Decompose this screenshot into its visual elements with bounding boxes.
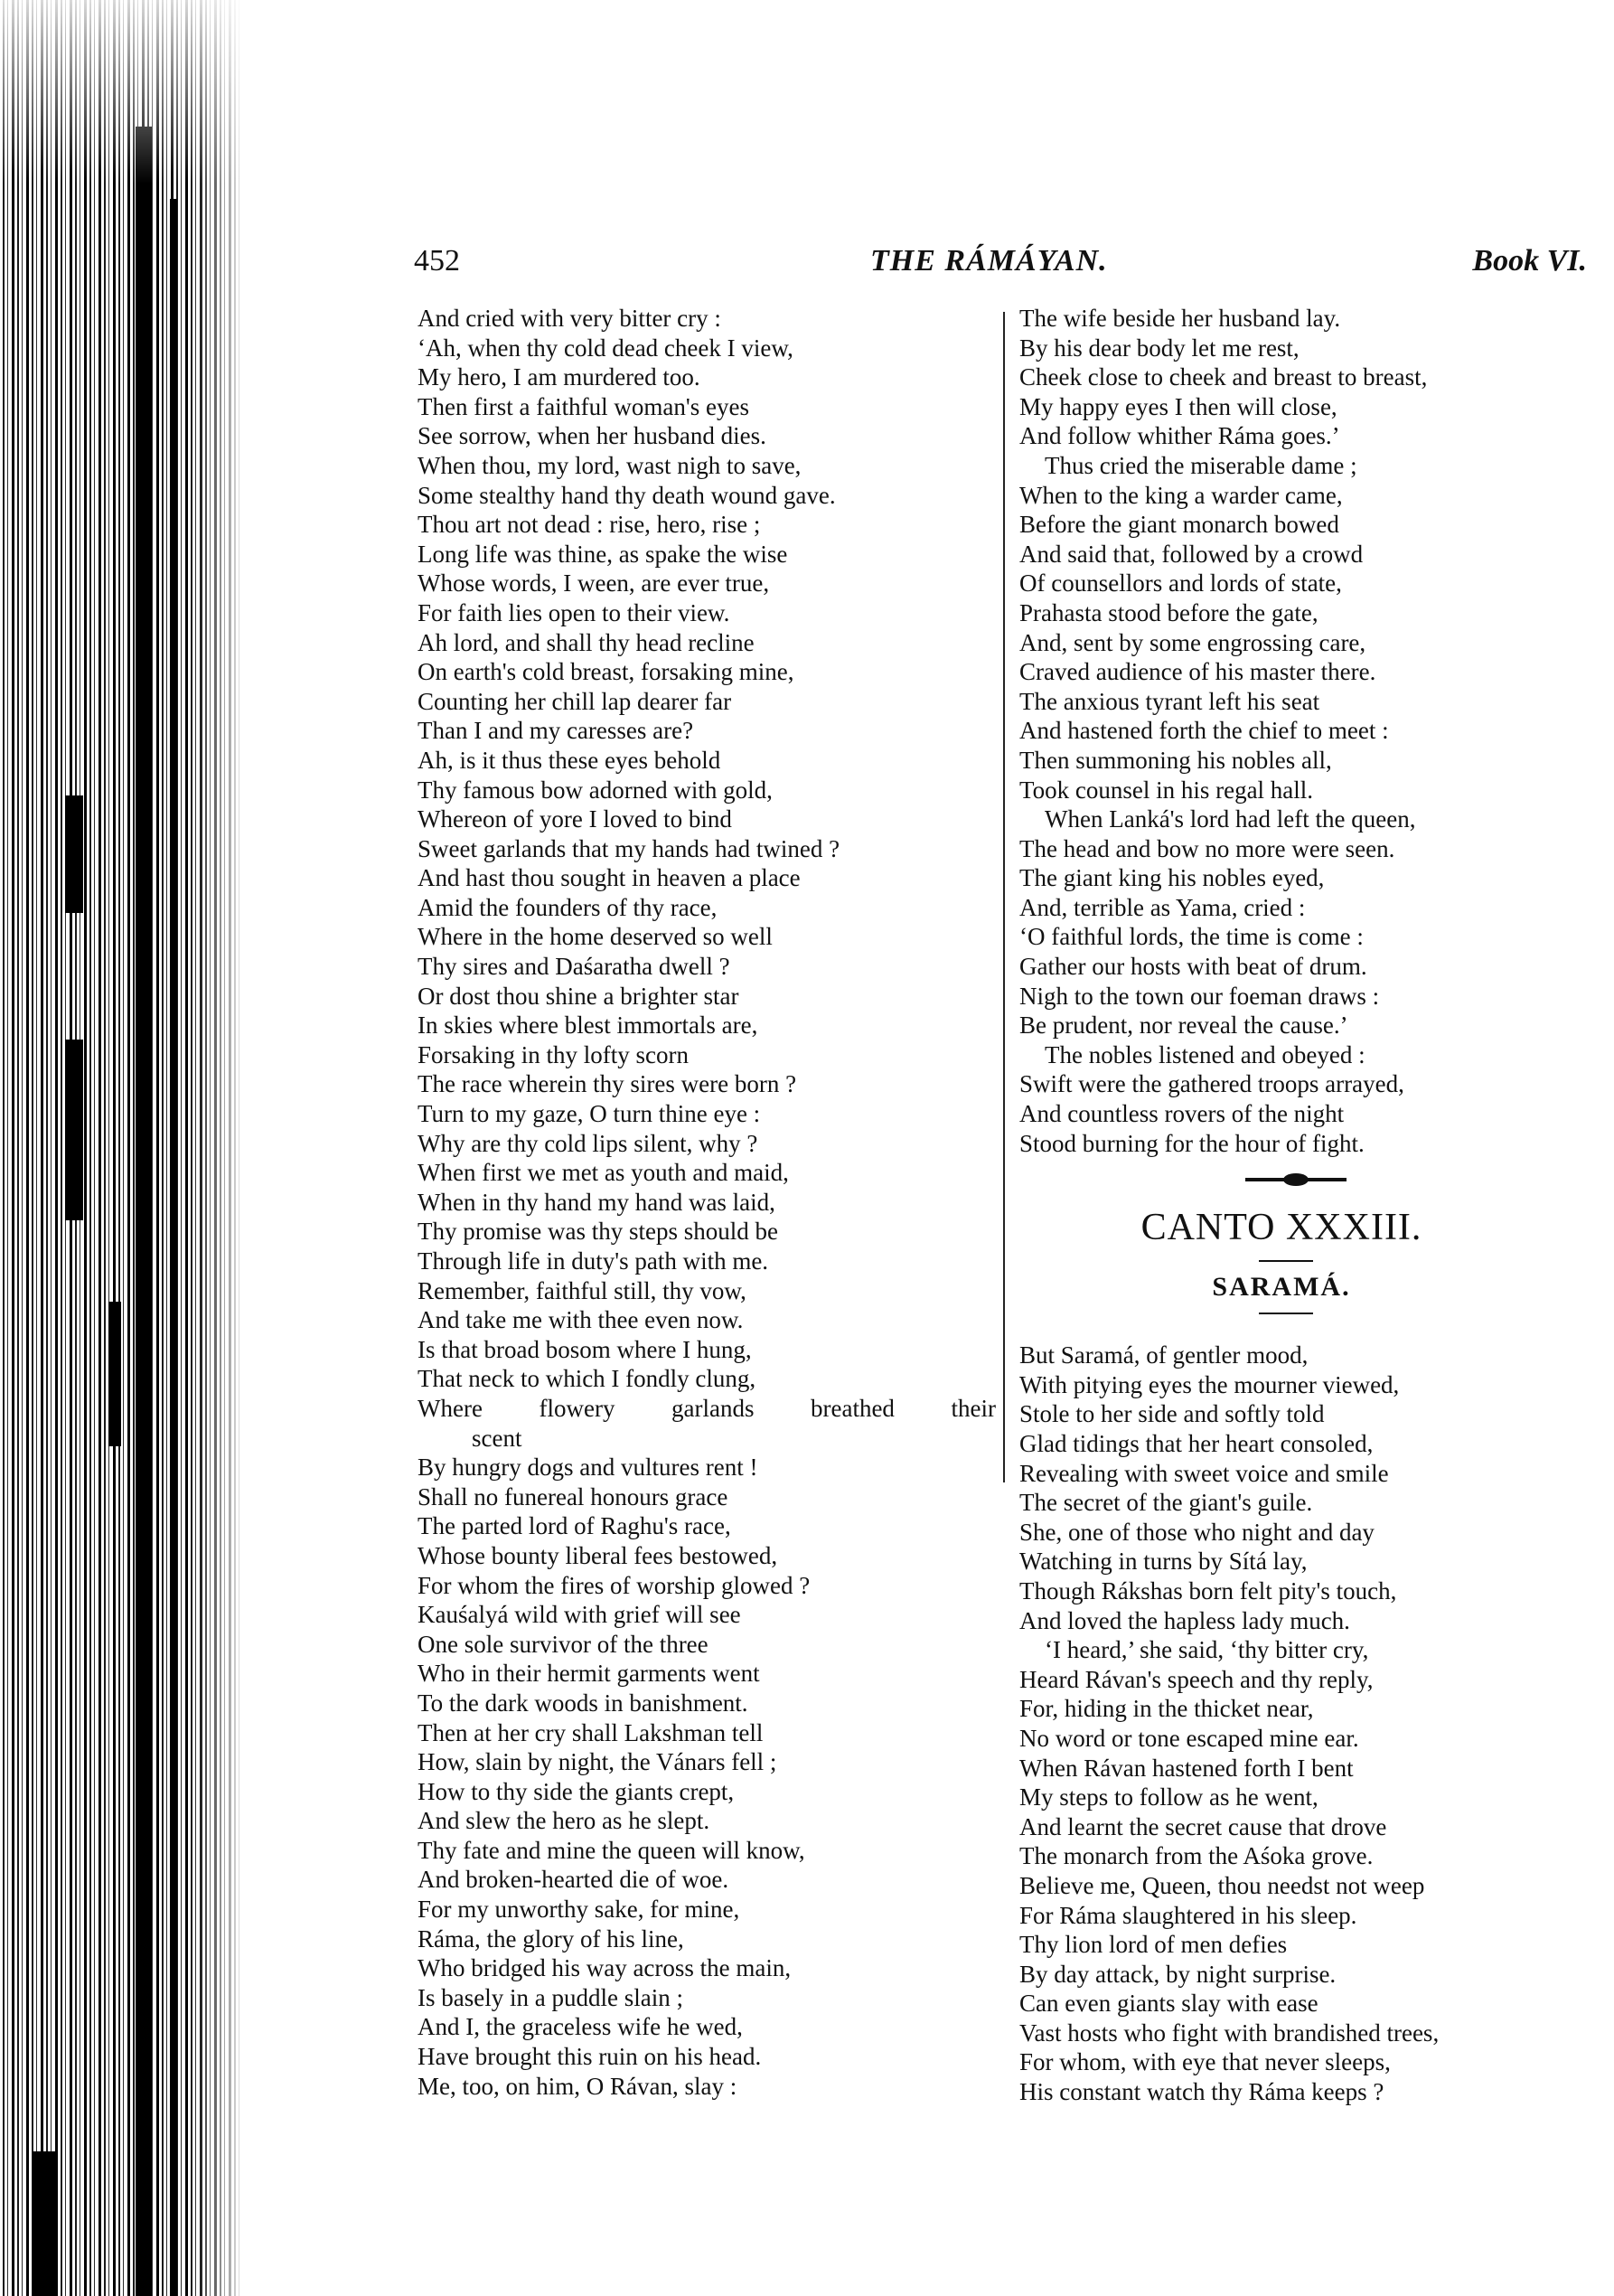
verse-line: Of counsellors and lords of state, [1019,569,1342,598]
verse-line: Before the giant monarch bowed [1019,511,1339,539]
verse-line: scent [472,1424,522,1452]
canto-heading: CANTO XXXIII. [1140,1207,1422,1249]
verse-line: Then first a faithful woman's eyes [418,392,750,420]
verse-line: And broken-hearted die of woe. [418,1866,729,1894]
verse-line: Took counsel in his regal hall. [1019,776,1314,804]
verse-line: How, slain by night, the Vánars fell ; [418,1748,777,1776]
verse-line: Thy promise was thy steps should be [418,1218,778,1246]
verse-line: Who bridged his way across the main, [418,1954,792,1982]
verse-line: Whose words, I ween, are ever true, [418,569,770,598]
right-text-column [1019,304,1598,2107]
right-column-verses-bottom [1019,1341,1598,2106]
verse-line: Then summoning his nobles all, [1019,746,1332,774]
verse-line: For whom the fires of worship glowed ? [418,1571,811,1599]
verse-line: Can even giants slay with ease [1019,1990,1318,2018]
verse-line: Stood burning for the hour of fight. [1019,1129,1365,1157]
verse-line: The monarch from the Aśoka grove. [1019,1842,1374,1870]
verse-line: Vast hosts who fight with brandished trees, [1019,2018,1440,2047]
verse-line: Revealing with sweet voice and smile [1019,1459,1389,1487]
verse-line: Forsaking in thy lofty scorn [418,1040,689,1068]
verse-line: And loved the hapless lady much. [1019,1606,1350,1634]
verse-line: Ah, is it thus these eyes behold [418,746,721,774]
verse-line: By day attack, by night surprise. [1019,1960,1337,1988]
verse-line: And, terrible as Yama, cried : [1019,893,1306,921]
verse-line: When first we met as youth and maid, [418,1159,789,1187]
book-spine-scan [0,0,242,2296]
verse-line: Amid the founders of thy race, [418,893,718,921]
verse-line: Though Rákshas born felt pity's touch, [1019,1576,1397,1604]
column-divider [1003,312,1005,1482]
verse-line: By hungry dogs and vultures rent ! [418,1454,758,1482]
verse-line: To the dark woods in banishment. [418,1689,748,1717]
verse-line: Some stealthy hand thy death wound gave. [418,481,836,509]
verse-line: Thy sires and Daśaratha dwell ? [418,953,730,981]
verse-line: And countless rovers of the night [1019,1100,1345,1128]
verse-line: Long life was thine, as spake the wise [418,540,788,568]
verse-line: Whereon of yore I loved to bind [418,805,732,833]
verse-line: Prahasta stood before the gate, [1019,598,1318,626]
verse-line: The race wherein thy sires were born ? [418,1070,797,1098]
verse-line: When thou, my lord, wast nigh to save, [418,451,802,479]
verse-line: Sweet garlands that my hands had twined ? [418,834,840,862]
verse-line: Than I and my caresses are? [418,717,694,745]
right-column-verses-top [1019,304,1598,1158]
verse-line: Ráma, the glory of his line, [418,1924,684,1953]
canto-subtitle: SARAMÁ. [1212,1272,1351,1303]
verse-line: See sorrow, when her husband dies. [418,422,766,450]
verse-line: Be prudent, nor reveal the cause.’ [1019,1012,1348,1040]
verse-line: And slew the hero as he slept. [418,1807,710,1835]
verse-line: Thus cried the miserable dame ; [1045,451,1357,479]
verse-line: My happy eyes I then will close, [1019,392,1337,420]
verse-line: And hastened forth the chief to meet : [1019,717,1389,745]
verse-line: That neck to which I fondly clung, [418,1365,756,1393]
verse-line: When in thy hand my hand was laid, [418,1188,775,1216]
book-section-label: Book VI. [1472,244,1587,278]
verse-line: For whom, with eye that never sleeps, [1019,2048,1391,2076]
verse-line: The anxious tyrant left his seat [1019,687,1320,715]
verse-line: With pitying eyes the mourner viewed, [1019,1370,1400,1398]
verse-line: For faith lies open to their view. [418,598,730,626]
verse-line: Ah lord, and shall thy head recline [418,628,755,656]
section-ornament [1019,1158,1598,1201]
verse-line: Thou art not dead : rise, hero, rise ; [418,511,761,539]
verse-line: By his dear body let me rest, [1019,334,1300,362]
verse-line: Who in their hermit garments went [418,1660,760,1688]
running-header [414,237,1605,291]
verse-line: The nobles listened and obeyed : [1045,1040,1365,1068]
verse-line: And hast thou sought in heaven a place [418,864,801,892]
verse-line: Turn to my gaze, O turn thine eye : [418,1100,761,1128]
verse-line: His constant watch thy Ráma keeps ? [1019,2078,1384,2106]
verse-line: On earth's cold breast, forsaking mine, [418,658,794,686]
verse-line: Why are thy cold lips silent, why ? [418,1129,758,1157]
verse-line: Me, too, on him, O Rávan, slay : [418,2072,737,2100]
verse-line: And I, the graceless wife he wed, [418,2013,743,2041]
verse-line: Thy lion lord of men defies [1019,1931,1288,1959]
verse-line: The parted lord of Raghu's race, [418,1512,731,1540]
verse-line: And cried with very bitter cry : [418,305,721,332]
verse-line: One sole survivor of the three [418,1630,708,1658]
verse-line: And, sent by some engrossing care, [1019,628,1366,656]
verse-line: For Ráma slaughtered in his sleep. [1019,1901,1357,1929]
verse-line: The wife beside her husband lay. [1019,305,1341,332]
verse-line: Thy fate and mine the queen will know, [418,1836,805,1864]
verse-line: Thy famous bow adorned with gold, [418,776,773,804]
verse-line: The head and bow no more were seen. [1019,834,1395,862]
verse-line: She, one of those who night and day [1019,1518,1375,1546]
verse-line: When Lanká's lord had left the queen, [1045,805,1416,833]
verse-line: Cheek close to cheek and breast to breast, [1019,363,1428,391]
verse-line: Then at her cry shall Lakshman tell [418,1718,764,1746]
verse-line: When Rávan hastened forth I bent [1019,1754,1354,1782]
verse-line: Through life in duty's path with me. [418,1247,769,1275]
verse-line: Where flowery garlands breathed their [418,1394,996,1422]
verse-line: Whose bounty liberal fees bestowed, [418,1541,778,1569]
verse-line: Craved audience of his master there. [1019,658,1376,686]
heading-rule [1019,1254,1598,1268]
verse-line: My steps to follow as he went, [1019,1783,1318,1811]
verse-line: The secret of the giant's guile. [1019,1489,1313,1517]
verse-line: Have brought this ruin on his head. [418,2043,762,2071]
verse-line: When to the king a warder came, [1019,481,1343,509]
verse-line: ‘I heard,’ she said, ‘thy bitter cry, [1045,1636,1369,1664]
verse-line: And follow whither Ráma goes.’ [1019,422,1340,450]
verse-line: ‘O faithful lords, the time is come : [1019,923,1364,951]
verse-line: Shall no funereal honours grace [418,1482,728,1510]
verse-line: Gather our hosts with beat of drum. [1019,953,1367,981]
verse-line: Watching in turns by Sítá lay, [1019,1548,1308,1576]
verse-line: Counting her chill lap dearer far [418,687,732,715]
verse-line: In skies where blest immortals are, [418,1012,758,1040]
verse-line: Heard Rávan's speech and thy reply, [1019,1665,1374,1693]
verse-line: Or dost thou shine a brighter star [418,982,739,1010]
running-title: THE RÁMÁYAN. [870,244,1108,278]
verse-line: Believe me, Queen, thou needst not weep [1019,1871,1425,1899]
verse-line: The giant king his nobles eyed, [1019,864,1325,892]
verse-line: And take me with thee even now. [418,1306,744,1334]
verse-line: For my unworthy sake, for mine, [418,1896,740,1924]
verse-line: And said that, followed by a crowd [1019,540,1364,568]
verse-line: My hero, I am murdered too. [418,363,700,391]
verse-line: Where in the home deserved so well [418,923,773,951]
subtitle-rule [1019,1306,1598,1321]
page-number: 452 [414,244,460,278]
verse-line: No word or tone escaped mine ear. [1019,1724,1359,1752]
verse-line: For, hiding in the thicket near, [1019,1695,1314,1723]
verse-line: And learnt the secret cause that drove [1019,1812,1387,1840]
verse-line: Is that broad bosom where I hung, [418,1335,752,1363]
verse-line: Glad tidings that her heart consoled, [1019,1430,1374,1457]
left-text-column [418,304,996,2101]
verse-line: Kauśalyá wild with grief will see [418,1601,741,1629]
verse-line: Stole to her side and softly told [1019,1400,1325,1428]
verse-line: Remember, faithful still, thy vow, [418,1276,746,1304]
verse-line: ‘Ah, when thy cold dead cheek I view, [418,334,793,362]
verse-line: But Saramá, of gentler mood, [1019,1341,1309,1369]
verse-line: Is basely in a puddle slain ; [418,1983,683,2011]
verse-line: How to thy side the giants crept, [418,1777,735,1805]
verse-line: Swift were the gathered troops arrayed, [1019,1070,1404,1098]
verse-line: Nigh to the town our foeman draws : [1019,982,1380,1010]
